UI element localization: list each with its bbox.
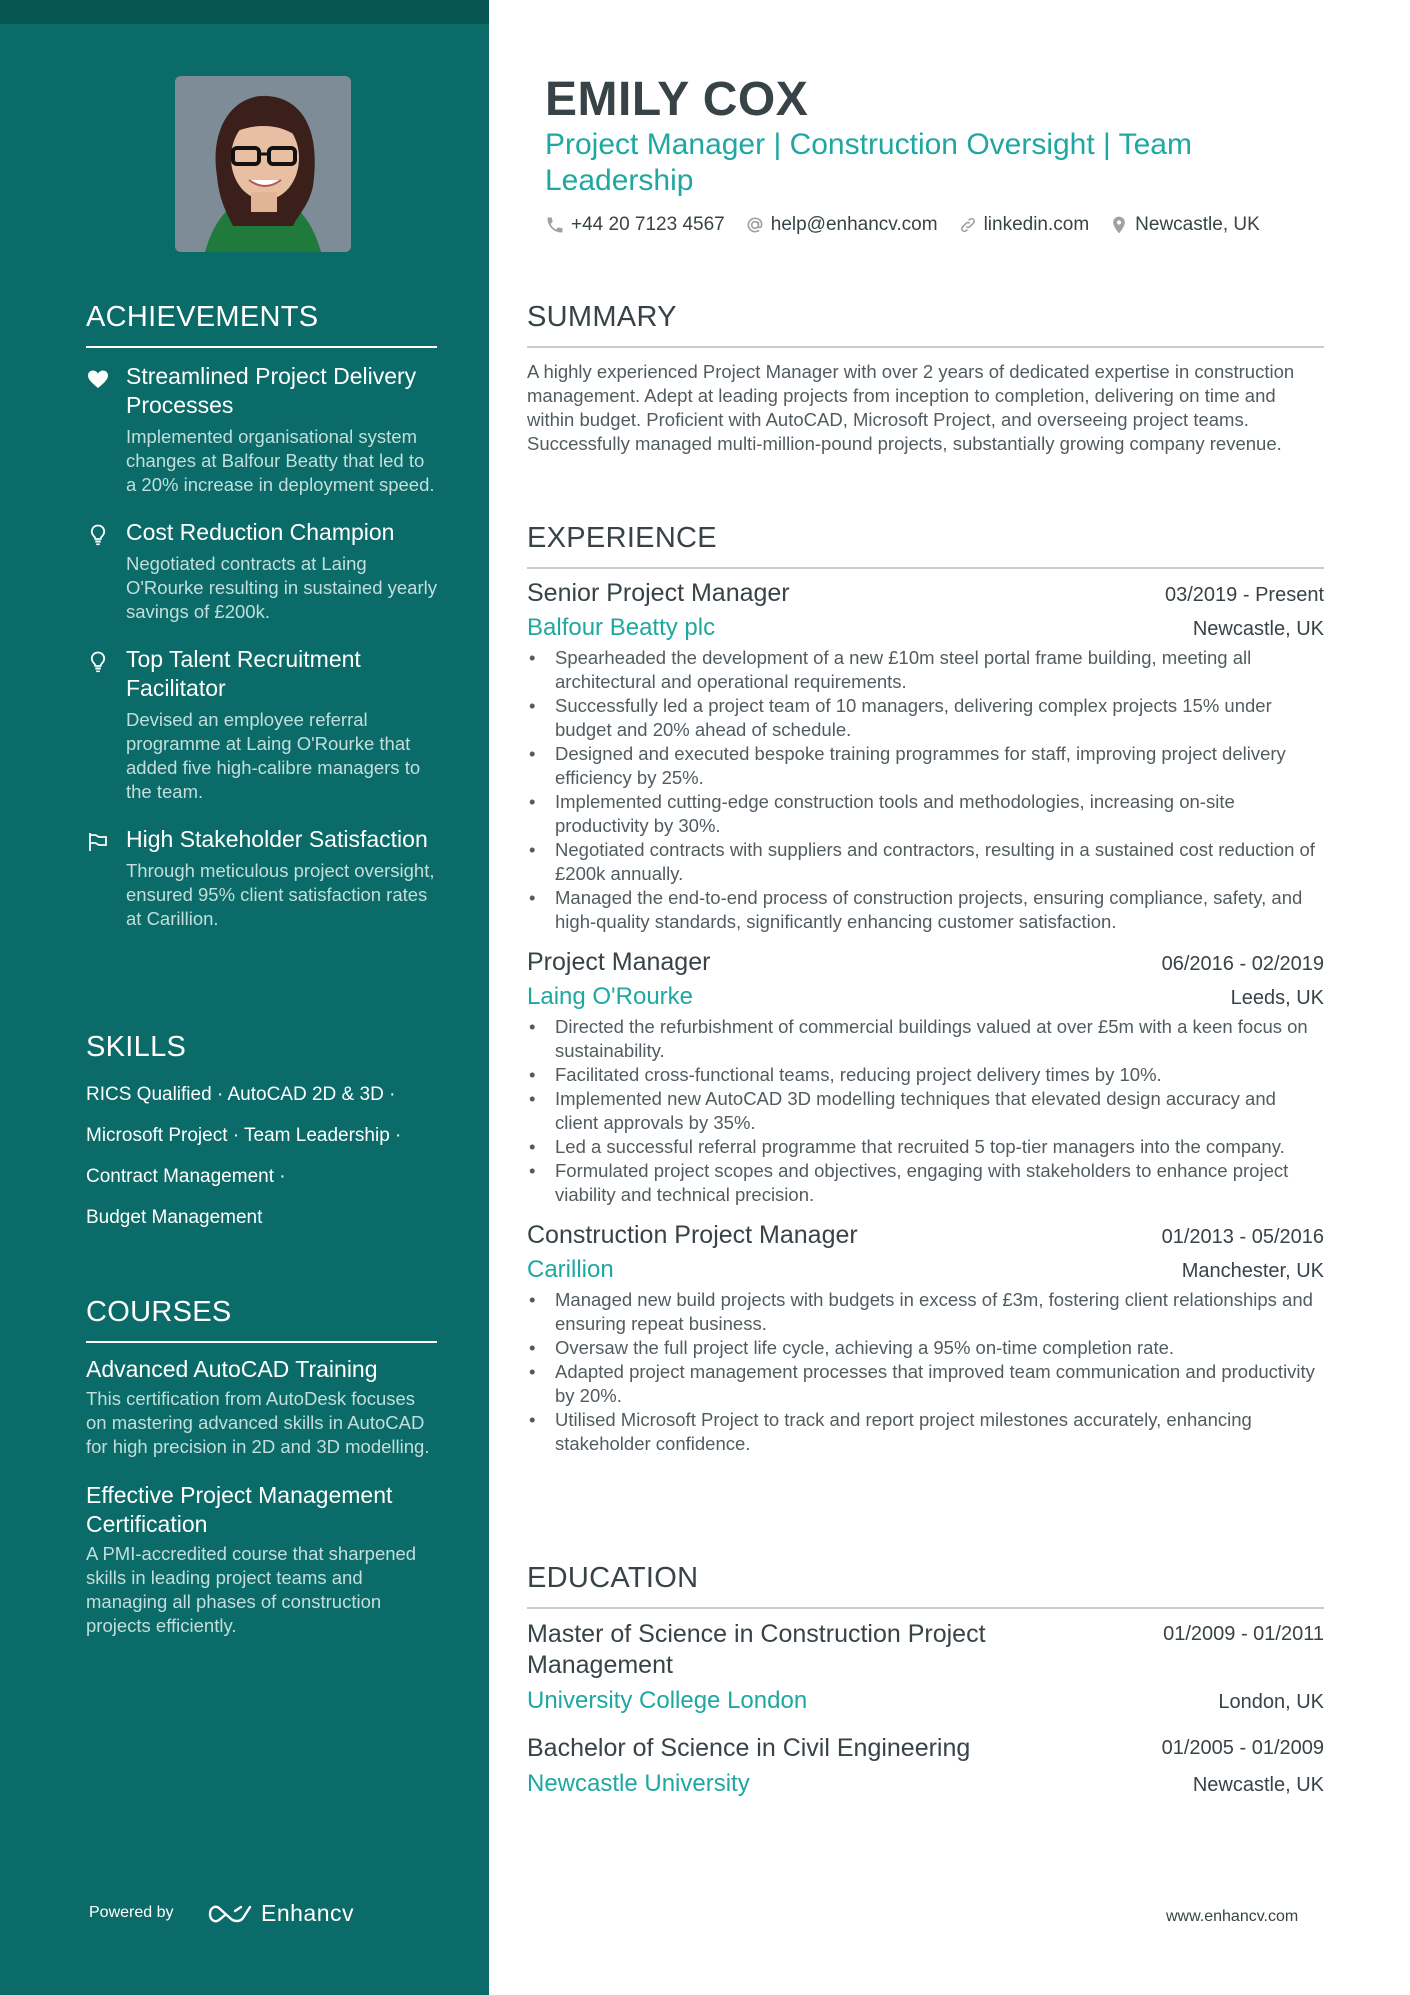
- company-name: Balfour Beatty plc: [527, 614, 716, 641]
- school-name: University College London: [527, 1687, 808, 1714]
- bullet-item: • Directed the refurbishment of commercial buildings valued at over £5m with a keen focus on sustainability.: [527, 1015, 1324, 1063]
- contact-phone[interactable]: [545, 214, 725, 236]
- degree-dates: 01/2005 - 01/2009: [1161, 1737, 1324, 1759]
- courses-section: [86, 1296, 437, 1638]
- company-name: Carillion: [527, 1256, 614, 1283]
- job-entry: [527, 579, 1324, 934]
- school-location: London, UK: [1218, 1691, 1324, 1713]
- job-title: Senior Project Manager: [527, 579, 790, 607]
- enhancv-logo[interactable]: [207, 1900, 354, 1927]
- email-text: help@enhancv.com: [770, 214, 938, 235]
- education-entry: [527, 1619, 1324, 1715]
- summary-title: SUMMARY: [527, 301, 1324, 348]
- job-bullets: [527, 1288, 1324, 1456]
- sidebar-top-bar: [0, 0, 489, 24]
- bullet-item: • Utilised Microsoft Project to track and report project milestones accurately, enhancing stakeholder confidence.: [527, 1408, 1324, 1456]
- job-dates: 06/2016 - 02/2019: [1161, 953, 1324, 975]
- phone-icon: [545, 215, 565, 235]
- achievement-title: High Stakeholder Satisfaction: [126, 826, 428, 852]
- skills-section: [86, 1031, 437, 1238]
- job-dates: 03/2019 - Present: [1165, 584, 1324, 606]
- job-title: Construction Project Manager: [527, 1221, 858, 1249]
- achievements-title: ACHIEVEMENTS: [86, 301, 437, 348]
- achievement-item: [86, 362, 437, 497]
- achievement-item: [86, 825, 437, 931]
- achievement-desc: Devised an employee referral programme at Laing O'Rourke that added five high-calibre managers to the team.: [126, 709, 421, 802]
- skills-line: RICS Qualified · AutoCAD 2D & 3D ·: [86, 1084, 396, 1105]
- bullet-item: • Spearheaded the development of a new £10m steel portal frame building, meeting all architectural and operational requirements.: [527, 646, 1324, 694]
- bullet-item: • Implemented new AutoCAD 3D modelling techniques that elevated design accuracy and client approvals by 35%.: [527, 1087, 1324, 1135]
- achievement-desc: Implemented organisational system changes at Balfour Beatty that led to a 20% increase in deployment speed.: [126, 426, 435, 495]
- degree-title: Bachelor of Science in Civil Engineering: [527, 1734, 971, 1762]
- job-entry: [527, 1221, 1324, 1456]
- course-desc: A PMI-accredited course that sharpened skills in leading project teams and managing all phases of construction projects efficiently.: [86, 1543, 417, 1636]
- skills-line: Contract Management ·: [86, 1166, 286, 1187]
- education-section: [527, 1562, 1324, 1798]
- achievement-desc: Negotiated contracts at Laing O'Rourke resulting in sustained yearly savings of £200k.: [126, 553, 437, 622]
- heart-icon: [86, 367, 110, 391]
- courses-title: COURSES: [86, 1296, 437, 1343]
- summary-section: [527, 301, 1324, 456]
- job-location: Manchester, UK: [1181, 1260, 1324, 1282]
- bullet-item: • Successfully led a project team of 10 managers, delivering complex projects 15% under budget and 20% ahead of schedule.: [527, 694, 1324, 742]
- lightbulb-icon: [86, 523, 110, 547]
- at-icon: [745, 215, 765, 235]
- job-bullets: [527, 1015, 1324, 1207]
- job-title: Project Manager: [527, 948, 711, 976]
- location-text: Newcastle, UK: [1135, 214, 1260, 235]
- achievement-title: Streamlined Project Delivery Processes: [126, 363, 417, 418]
- bullet-item: • Managed new build projects with budgets in excess of £3m, fostering client relationships and ensuring repeat business.: [527, 1288, 1324, 1336]
- footer-url[interactable]: www.enhancv.com: [1166, 1908, 1299, 1925]
- job-location: Newcastle, UK: [1192, 618, 1324, 640]
- location-pin-icon: [1109, 215, 1129, 235]
- bullet-item: • Oversaw the full project life cycle, achieving a 95% on-time completion rate.: [527, 1336, 1324, 1360]
- lightbulb-icon: [86, 650, 110, 674]
- degree-title: Master of Science in Construction Project Management: [527, 1620, 986, 1679]
- enhancv-brand: Enhancv: [261, 1900, 355, 1926]
- school-location: Newcastle, UK: [1192, 1774, 1324, 1796]
- contact-email[interactable]: [745, 214, 938, 236]
- job-dates: 01/2013 - 05/2016: [1161, 1226, 1324, 1248]
- bullet-item: • Managed the end-to-end process of construction projects, ensuring compliance, safety, and high-quality standards, significantly enhancing customer satisfaction.: [527, 886, 1324, 934]
- contact-location: [1109, 214, 1260, 236]
- skills-list: [86, 1074, 437, 1238]
- course-title: Advanced AutoCAD Training: [86, 1356, 378, 1382]
- bullet-item: • Designed and executed bespoke training programmes for staff, improving project delivery efficiency by 25%.: [527, 742, 1324, 790]
- course-desc: This certification from AutoDesk focuses on mastering advanced skills in AutoCAD for high precision in 2D and 3D modelling.: [86, 1388, 430, 1457]
- linkedin-text: linkedin.com: [983, 214, 1090, 235]
- achievement-title: Cost Reduction Champion: [126, 519, 395, 545]
- job-location: Leeds, UK: [1230, 987, 1324, 1009]
- achievement-title: Top Talent Recruitment Facilitator: [126, 646, 361, 701]
- bullet-item: • Adapted project management processes that improved team communication and productivity by 20%.: [527, 1360, 1324, 1408]
- experience-title: EXPERIENCE: [527, 522, 1324, 569]
- achievement-item: [86, 645, 437, 804]
- course-title: Effective Project Management Certification: [86, 1482, 393, 1537]
- education-entry: [527, 1733, 1324, 1798]
- company-name: Laing O'Rourke: [527, 983, 694, 1010]
- bullet-item: • Formulated project scopes and objectives, engaging with stakeholders to enhance project viability and technical precision.: [527, 1159, 1324, 1207]
- phone-text: +44 20 7123 4567: [571, 214, 725, 235]
- bullet-item: • Facilitated cross-functional teams, reducing project delivery times by 10%.: [527, 1063, 1324, 1087]
- school-name: Newcastle University: [527, 1770, 750, 1797]
- summary-text: A highly experienced Project Manager with over 2 years of dedicated expertise in construction management. Adept at leading projects from inception to completion, delivering on time and within budget. Proficient with AutoCAD, Microsoft Project, and overseeing project teams. Successfully managed multi-million-pound projects, substantially growing company revenue.: [527, 361, 1295, 454]
- enhancv-logo-icon: [207, 1902, 253, 1926]
- course-item: [86, 1355, 437, 1459]
- flag-icon: [86, 830, 110, 854]
- achievement-item: [86, 518, 437, 624]
- candidate-name: EMILY COX: [545, 73, 809, 126]
- powered-by-label: Powered by: [89, 1904, 174, 1921]
- achievement-desc: Through meticulous project oversight, ensured 95% client satisfaction rates at Carillion.: [126, 860, 435, 929]
- skills-line: Microsoft Project · Team Leadership ·: [86, 1125, 402, 1146]
- experience-section: [527, 522, 1324, 1456]
- course-item: [86, 1481, 437, 1638]
- skills-title: SKILLS: [86, 1031, 187, 1063]
- profile-photo: [175, 76, 351, 252]
- contact-bar: [545, 214, 1280, 236]
- job-bullets: [527, 646, 1324, 934]
- contact-linkedin[interactable]: [958, 214, 1090, 236]
- degree-dates: 01/2009 - 01/2011: [1163, 1623, 1324, 1645]
- education-title: EDUCATION: [527, 1562, 1324, 1609]
- bullet-item: • Negotiated contracts with suppliers and contractors, resulting in a sustained cost reduction of £200k annually.: [527, 838, 1324, 886]
- candidate-headline: Project Manager | Construction Oversight | Team Leadership: [545, 128, 1192, 197]
- achievements-section: [86, 301, 437, 931]
- bullet-item: • Implemented cutting-edge construction tools and methodologies, increasing on-site productivity by 30%.: [527, 790, 1324, 838]
- link-icon: [958, 215, 978, 235]
- sidebar: [0, 0, 489, 1995]
- bullet-item: • Led a successful referral programme that recruited 5 top-tier managers into the company.: [527, 1135, 1324, 1159]
- skills-line: Budget Management: [86, 1207, 263, 1228]
- job-entry: [527, 948, 1324, 1207]
